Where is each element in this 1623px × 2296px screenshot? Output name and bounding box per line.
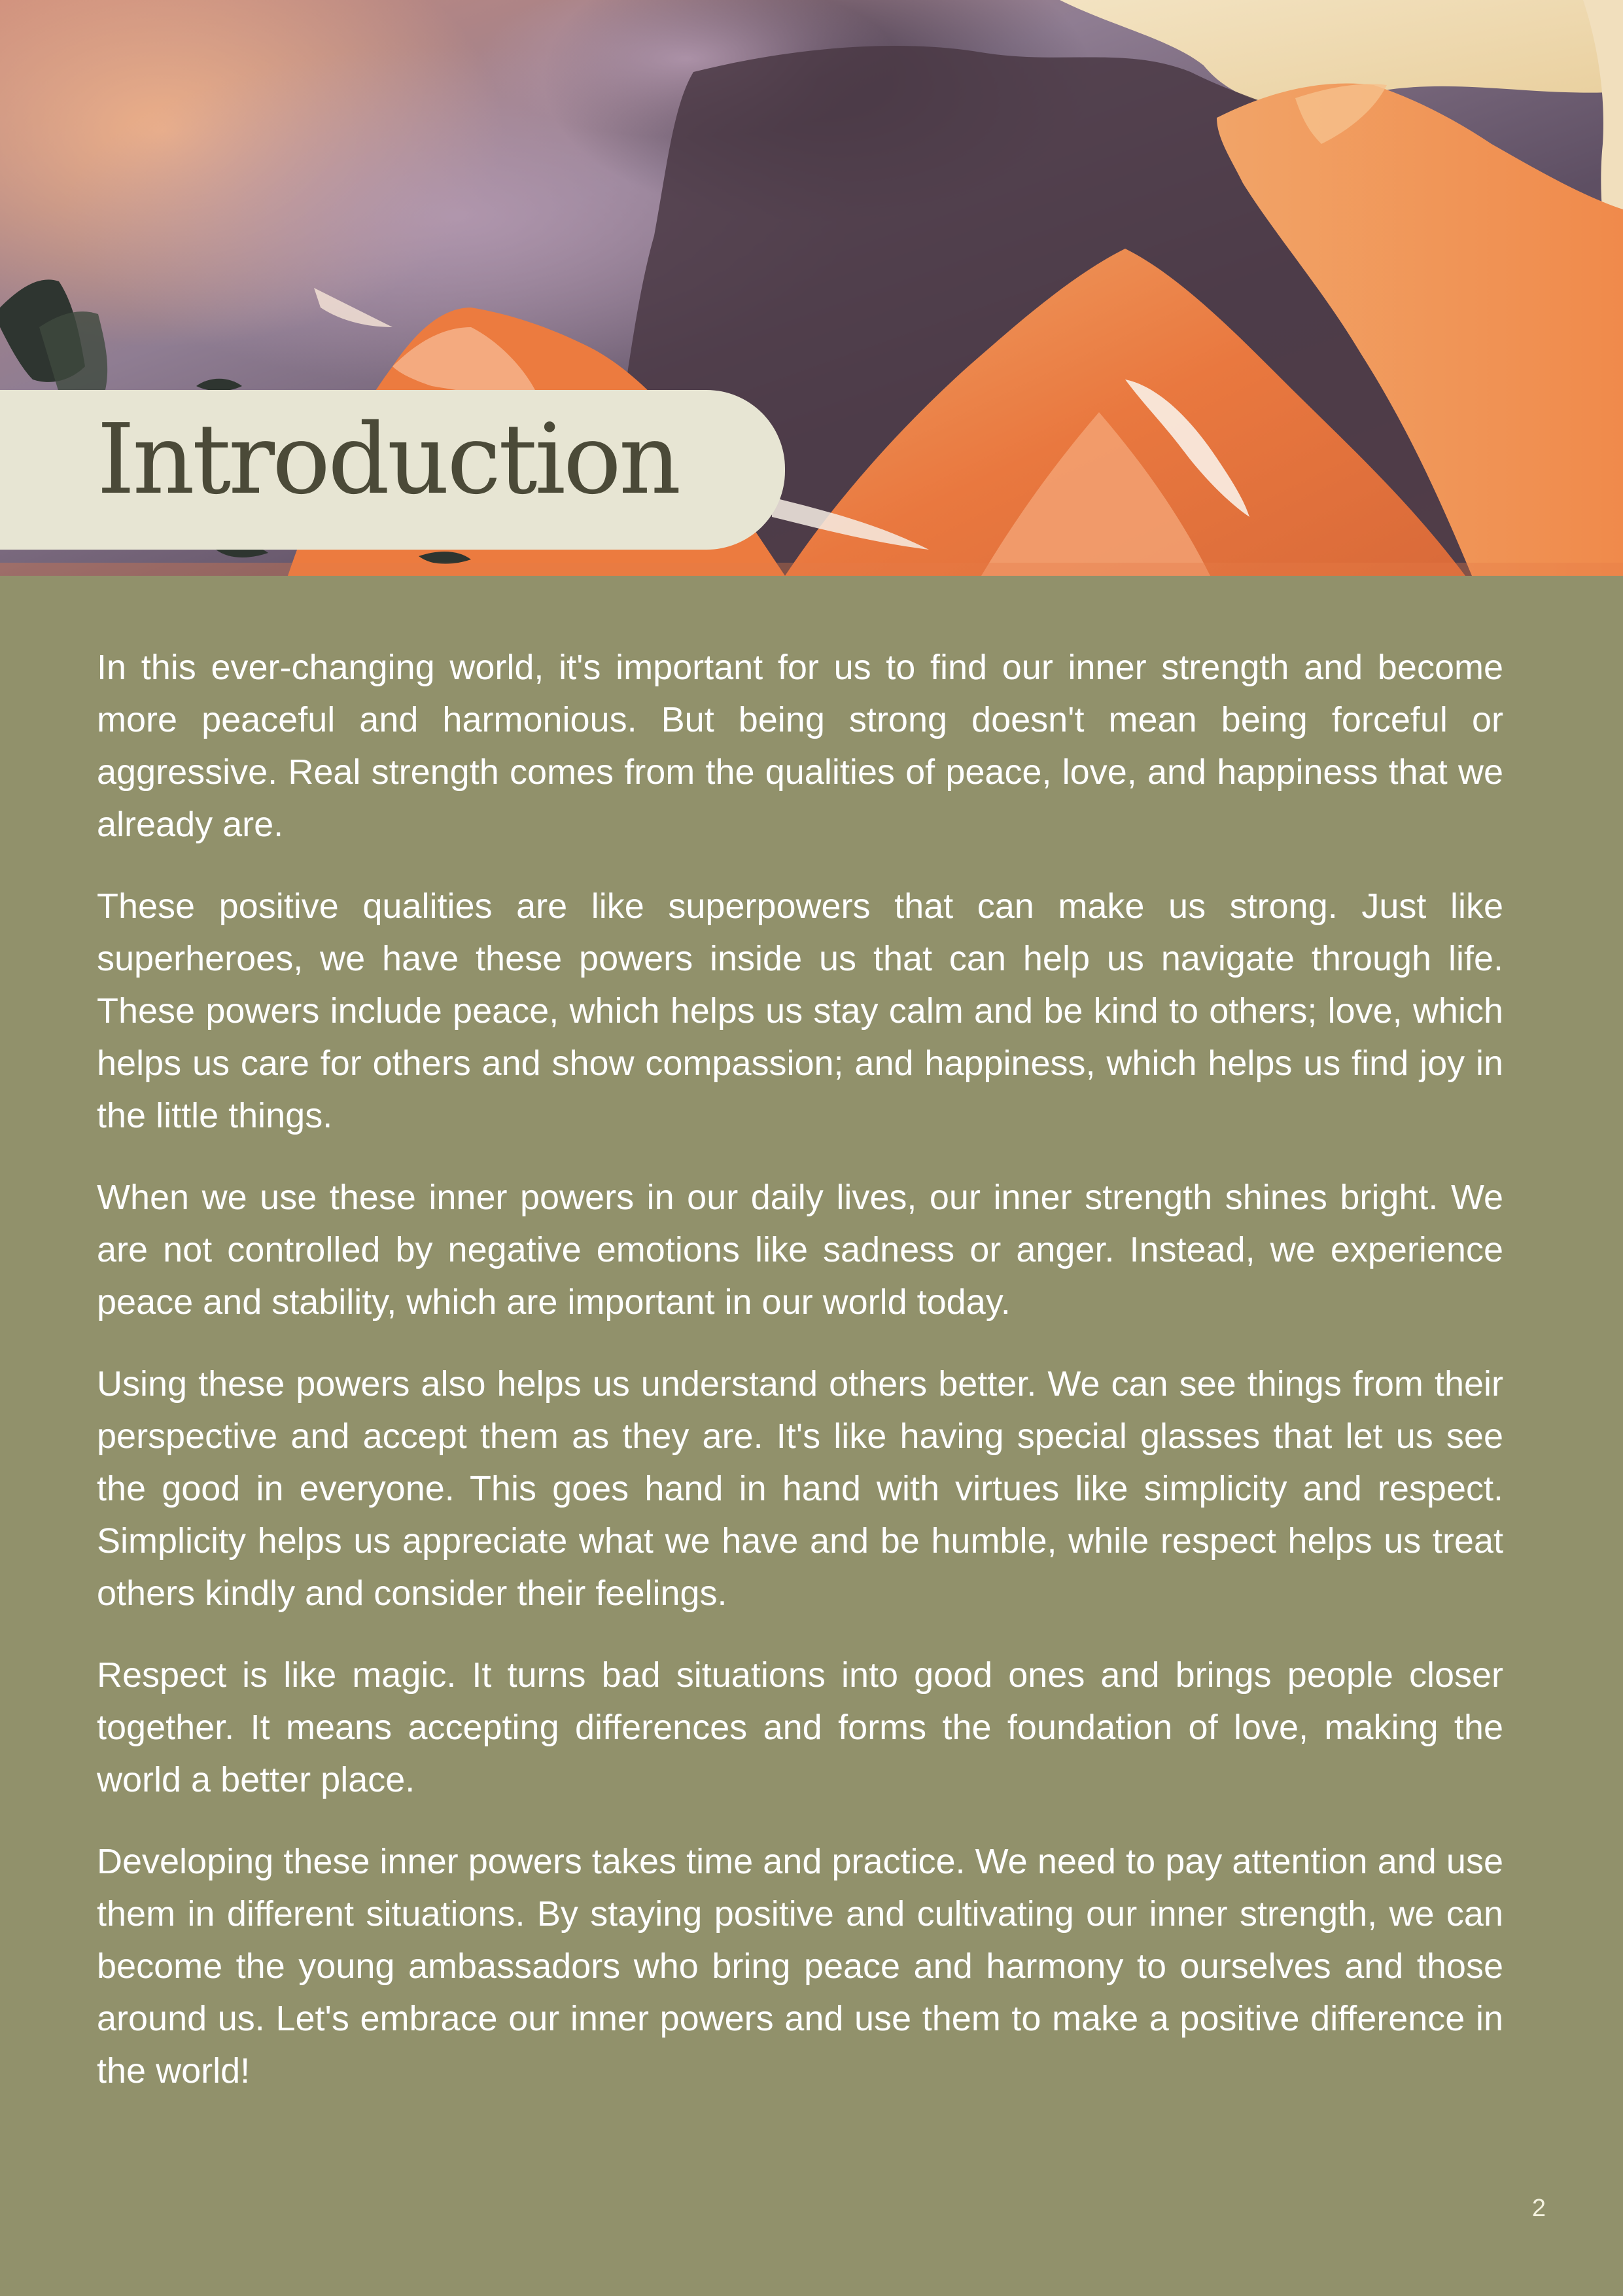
paragraph-4: Using these powers also helps us understand others better. We can see things from their perspective and accept them as they are. It's like having special glasses that let us see the good in everyone. This goes hand in hand with virtues like simplicity and respect. Simplicity helps us appreciate what we have and be humble, while respect helps us treat others kindly and consider their feelings. (97, 1364, 1503, 1613)
page-number: 2 (1531, 2195, 1546, 2222)
paragraph-5: Respect is like magic. It turns bad situations into good ones and brings people closer together. It means accepting differences and forms the foundation of love, making the world a better place. (97, 1655, 1503, 1799)
paragraph-2: These positive qualities are like superpowers that can make us strong. Just like superheroes, we have these powers inside us that can help us navigate through life. These powers include peace, which helps us stay calm and be kind to others; love, which helps us care for others and show compassion; and happiness, which helps us find joy in the little things. (97, 887, 1503, 1135)
paragraph-1: In this ever-changing world, it's important for us to find our inner strength and become more peaceful and harmonious. But being strong doesn't mean being forceful or aggressive. Real strength comes from the qualities of peace, love, and happiness that we already are. (97, 648, 1503, 844)
paragraph-3: When we use these inner powers in our daily lives, our inner strength shines bright. We are not controlled by negative emotions like sadness or anger. Instead, we experience peace and stability, which are important in our world today. (97, 1178, 1503, 1322)
paragraph-6: Developing these inner powers takes time and practice. We need to pay attention and use them in different situations. By staying positive and cultivating our inner strength, we can become the young ambassadors who bring peace and harmony to ourselves and those around us. Let's embrace our inner powers and use them to make a positive difference in the world! (97, 1842, 1503, 2091)
body-text (97, 641, 1503, 2127)
page-title: Introduction (97, 403, 679, 516)
